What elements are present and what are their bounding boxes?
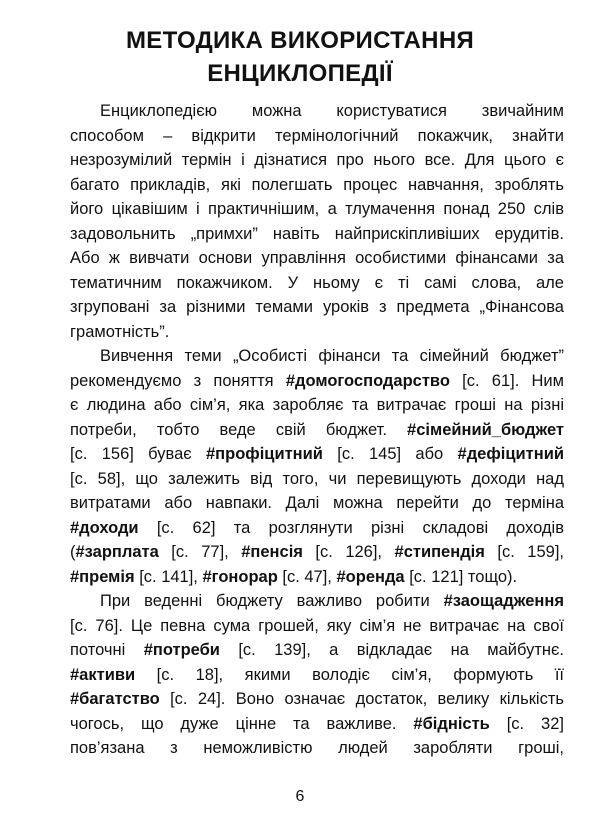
hashtag-term: #зарплата <box>75 543 159 561</box>
text-line <box>70 271 564 296</box>
text-line <box>70 197 564 222</box>
text-segment: його цікавішим і практичнішим, а тлумачення понад 250 слів <box>70 200 564 218</box>
hashtag-term: #сімейний_бюджет <box>407 420 564 439</box>
hashtag-term: #премія <box>70 567 135 586</box>
text-line <box>70 344 564 369</box>
text-segment: чогось, що дуже цінне та важливе. <box>70 714 414 733</box>
text-line <box>70 467 564 492</box>
hashtag-term: #пенсія <box>241 543 303 561</box>
text-segment: пов’язана з неможливістю людей заробляти гроші, <box>70 739 564 757</box>
text-segment: [с. 76]. Це певна сума грошей, яку сім’я не витрачає на свої <box>70 616 564 635</box>
text-segment: [с. 62] та розглянути різні складові доходів <box>138 518 564 537</box>
text-line <box>70 246 564 271</box>
text-line <box>70 736 564 761</box>
text-line <box>70 295 564 320</box>
text-line <box>70 148 564 173</box>
hashtag-term: #доходи <box>70 518 139 537</box>
text-segment: багато прикладів, які полегшать процес навчання, зроблять <box>70 175 564 194</box>
text-segment: рекомендуємо з поняття <box>70 371 286 390</box>
text-line <box>70 516 564 541</box>
hashtag-term: #потреби <box>143 641 220 659</box>
text-line <box>70 638 564 663</box>
hashtag-term: #оренда <box>336 567 405 586</box>
text-segment: [с. 58], що залежить від того, чи перевищують доходи над <box>70 469 564 488</box>
text-line <box>70 687 564 712</box>
text-segment: [с. 141], <box>134 567 203 586</box>
hashtag-term: #профіцитний <box>205 445 323 463</box>
paragraph <box>70 99 564 344</box>
text-segment: є людина або сім’я, яка заробляє та витрачає гроші на різні <box>70 396 564 414</box>
text-segment: [с. 24]. Воно означає достаток, велику кількість <box>159 690 564 708</box>
paragraph <box>70 344 564 589</box>
text-segment: Або ж вивчати основи управління особистими фінансами за <box>70 249 564 267</box>
text-segment: ( <box>70 543 76 561</box>
text-segment: поточні <box>70 641 144 659</box>
text-segment: Вивчення теми „Особисті фінанси та сімейний бюджет” <box>100 347 564 365</box>
text-segment: [с. 145] або <box>322 445 458 463</box>
hashtag-term: #дефіцитний <box>457 445 564 463</box>
text-segment: [с. 18], якими володіє сім’я, формують її <box>135 665 564 684</box>
text-segment: [с. 126], <box>302 543 395 561</box>
text-line <box>70 540 564 565</box>
text-line <box>70 173 564 198</box>
title-line-1: МЕТОДИКА ВИКОРИСТАННЯ <box>126 27 474 54</box>
hashtag-term: #гонорар <box>202 567 278 586</box>
paragraph <box>70 589 564 761</box>
text-segment: Енциклопедією можна користуватися звичайним <box>100 102 564 120</box>
page-number: 6 <box>295 788 305 805</box>
text-segment: [с. 139], а відкладає на майбутнє. <box>219 641 564 659</box>
body-text <box>70 99 564 761</box>
text-line <box>70 418 564 443</box>
hashtag-term: #заощадження <box>443 592 564 610</box>
text-line <box>70 222 564 247</box>
text-segment: [с. 32] <box>489 714 564 733</box>
text-segment: [с. 77], <box>158 543 242 561</box>
text-line <box>70 565 564 590</box>
text-segment: витратами або навпаки. Далі можна перейти до терміна <box>70 494 564 512</box>
text-line <box>70 712 564 737</box>
text-line <box>70 491 564 516</box>
text-segment: грамотність”. <box>70 322 170 341</box>
text-segment: При веденні бюджету важливо робити <box>100 592 444 610</box>
page-title <box>0 24 600 90</box>
text-segment: тематичним покажчиком. У ньому є ті самі слова, але <box>70 273 564 292</box>
text-line <box>70 614 564 639</box>
text-line <box>70 369 564 394</box>
hashtag-term: #активи <box>70 665 136 684</box>
text-segment: незрозумілий термін і дізнатися про нього все. Для цього є <box>70 151 564 169</box>
text-segment: потреби, тобто веде свій бюджет. <box>70 420 408 439</box>
hashtag-term: #багатство <box>70 690 160 708</box>
text-line <box>70 124 564 149</box>
text-segment: [с. 156] буває <box>70 445 206 463</box>
hashtag-term: #домогосподарство <box>285 371 450 390</box>
text-segment: задовольнить „примхи” навіть найприскіпливіших ерудитів. <box>70 224 564 243</box>
text-line <box>70 442 564 467</box>
text-line <box>70 320 564 345</box>
text-segment: [с. 121] тощо). <box>404 567 518 586</box>
text-line <box>70 393 564 418</box>
text-line <box>70 99 564 124</box>
title-line-2: ЕНЦИКЛОПЕДІЇ <box>207 60 393 87</box>
text-segment: способом – відкрити термінологічний покажчик, знайти <box>70 126 564 145</box>
text-segment: [с. 61]. Ним <box>449 371 564 390</box>
text-segment: [с. 159], <box>484 543 564 561</box>
hashtag-term: #стипендія <box>394 543 485 561</box>
text-segment: [с. 47], <box>277 567 337 586</box>
text-segment: згруповані за різними темами уроків з предмета „Фінансова <box>70 298 564 316</box>
hashtag-term: #бідність <box>413 714 490 733</box>
text-line <box>70 589 564 614</box>
text-line <box>70 663 564 688</box>
